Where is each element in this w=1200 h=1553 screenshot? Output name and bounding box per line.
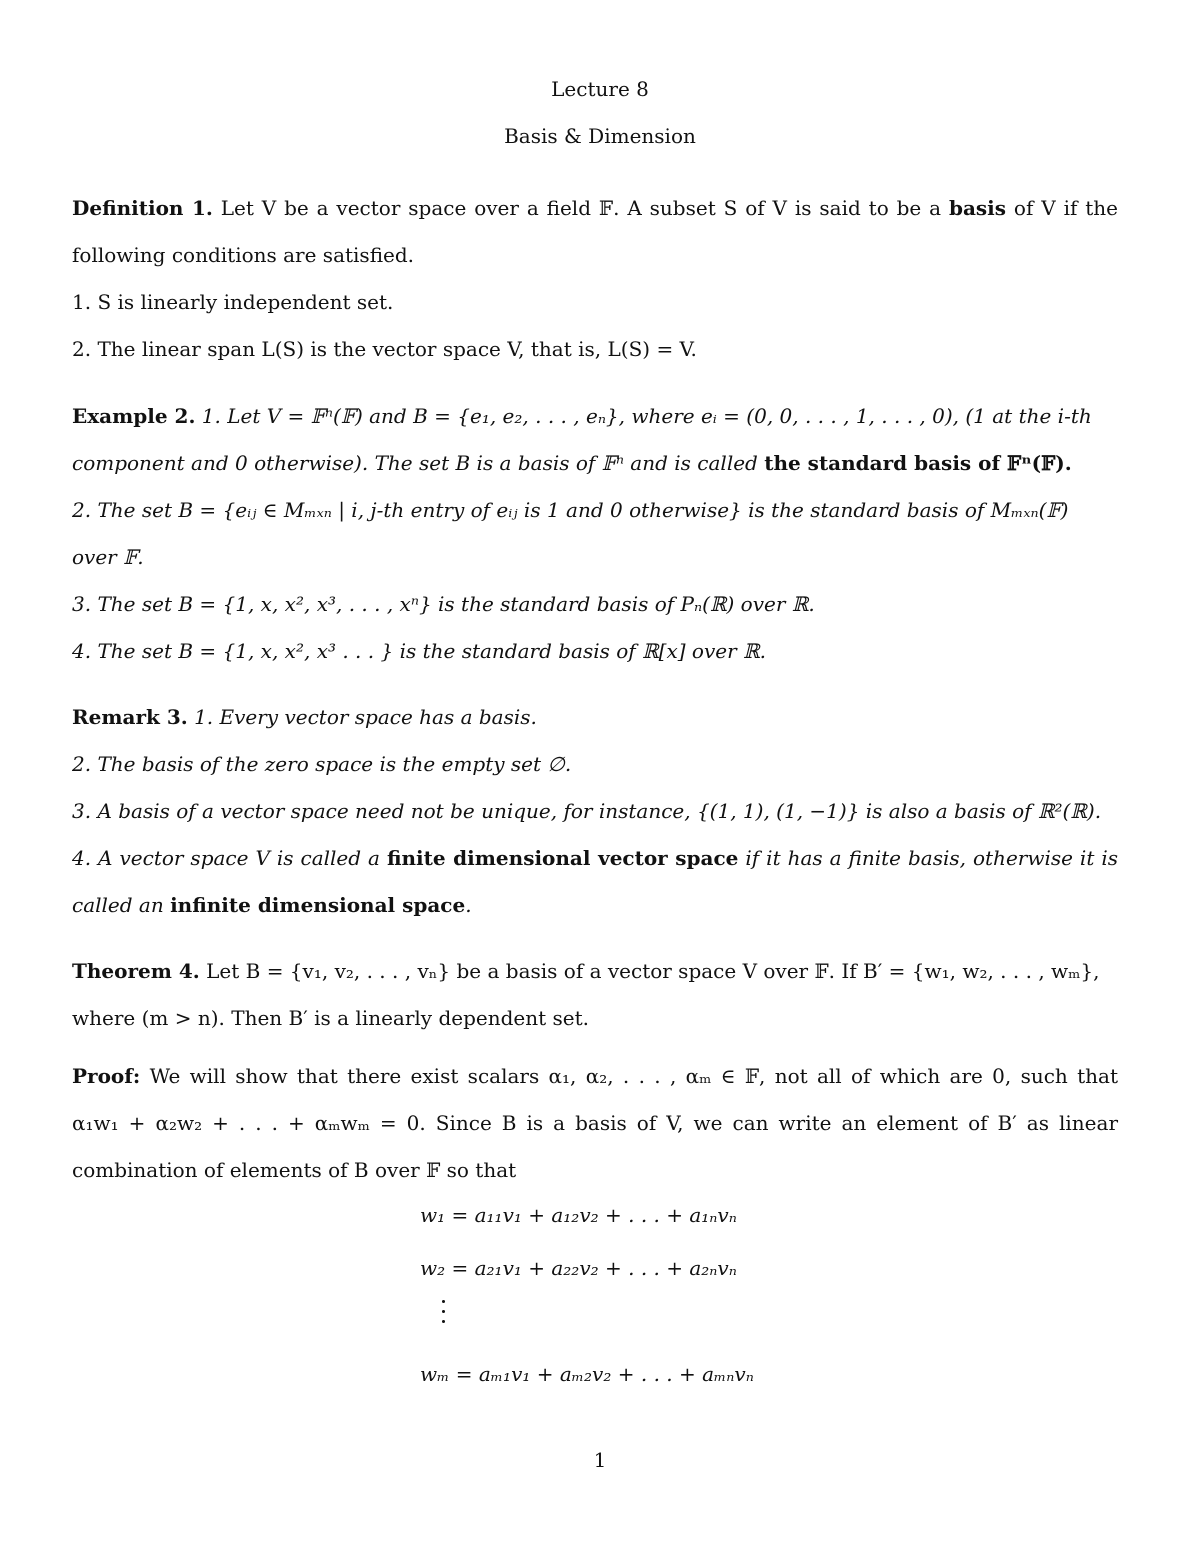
- remark-item-2: 2. The basis of the zero space is the empty set ∅.: [72, 752, 572, 776]
- definition-label: Definition 1.: [72, 196, 213, 220]
- theorem-line-2: where (m > n). Then B′ is a linearly dependent set.: [72, 1006, 590, 1030]
- example-line-2: [72, 449, 1118, 477]
- remark-item-4: [72, 844, 1118, 872]
- remark-item-1: 1. Every vector space has a basis.: [194, 705, 537, 729]
- definition-text-2: of V if the: [1013, 196, 1119, 220]
- remark-label: Remark 3.: [72, 705, 188, 729]
- definition-item-2: 2. The linear span L(S) is the vector space V, that is, L(S) = V.: [72, 337, 697, 361]
- page-number: 1: [593, 1448, 607, 1472]
- vertical-dots: [440, 1300, 450, 1330]
- remark-item-4-continued: [72, 891, 1118, 919]
- remark-item-4-text-2: if it has a finite basis, otherwise it is: [745, 846, 1118, 870]
- example-line-2-text: component and 0 otherwise). The set B is a basis of 𝔽ⁿ and is called: [72, 451, 758, 475]
- proof-text-1: We will show that there exist scalars α₁, α₂, . . . , αₘ ∈ 𝔽, not all of which are 0, such that: [149, 1064, 1119, 1088]
- example-item-1: 1. Let V = 𝔽ⁿ(𝔽) and B = {e₁, e₂, . . . , eₙ}, where eᵢ = (0, 0, . . . , 1, . . . , 0), (1 at the i-th: [201, 404, 1092, 428]
- definition-text-1: Let V be a vector space over a field 𝔽. A subset S of V is said to be a: [220, 196, 942, 220]
- equation-wm: wₘ = aₘ₁v₁ + aₘ₂v₂ + . . . + aₘₙvₙ: [420, 1362, 754, 1386]
- example-line-1: [72, 402, 1118, 430]
- equation-w2: w₂ = a₂₁v₁ + a₂₂v₂ + . . . + a₂ₙvₙ: [420, 1256, 737, 1280]
- definition-item-1: 1. S is linearly independent set.: [72, 290, 394, 314]
- proof-line-1: [72, 1062, 1118, 1090]
- example-item-4: 4. The set B = {1, x, x², x³ . . . } is the standard basis of ℝ[x] over ℝ.: [72, 639, 766, 663]
- definition-line-2: following conditions are satisfied.: [72, 243, 415, 267]
- proof-label: Proof:: [72, 1064, 141, 1088]
- remark-item-4-text-3: called an: [72, 893, 164, 917]
- remark-item-4-period: .: [465, 893, 472, 917]
- theorem-line-1: [72, 957, 1118, 985]
- example-item-3: 3. The set B = {1, x, x², x³, . . . , xⁿ} is the standard basis of Pₙ(ℝ) over ℝ.: [72, 592, 815, 616]
- theorem-text-1: Let B = {v₁, v₂, . . . , vₙ} be a basis of a vector space V over 𝔽. If B′ = {w₁, w₂, . . . , wₘ},: [206, 959, 1100, 983]
- equation-w1: w₁ = a₁₁v₁ + a₁₂v₂ + . . . + a₁ₙvₙ: [420, 1203, 737, 1227]
- page-title: Basis & Dimension: [504, 124, 696, 148]
- remark-line-1: [72, 703, 1118, 731]
- example-item-2: 2. The set B = {eᵢⱼ ∈ Mₘₓₙ | i, j-th entry of eᵢⱼ is 1 and 0 otherwise} is the standard basis of Mₘₓₙ(𝔽): [72, 498, 1069, 522]
- remark-term-infinite: infinite dimensional space: [170, 893, 466, 917]
- remark-term-finite: finite dimensional vector space: [386, 846, 739, 870]
- proof-line-3: combination of elements of B over 𝔽 so that: [72, 1158, 517, 1182]
- theorem-label: Theorem 4.: [72, 959, 200, 983]
- proof-line-2: α₁w₁ + α₂w₂ + . . . + αₘwₘ = 0. Since B is a basis of V, we can write an element of B′ as linear: [72, 1111, 1118, 1135]
- definition-term-basis: basis: [948, 196, 1007, 220]
- example-standard-basis-term: the standard basis of 𝔽ⁿ(𝔽).: [764, 451, 1072, 475]
- example-label: Example 2.: [72, 404, 196, 428]
- remark-item-3: 3. A basis of a vector space need not be unique, for instance, {(1, 1), (1, −1)} is also a basis of ℝ²(ℝ).: [72, 799, 1102, 823]
- remark-item-4-text-1: 4. A vector space V is called a: [72, 846, 380, 870]
- example-item-2-continued: over 𝔽.: [72, 545, 144, 569]
- definition-line-1: [72, 194, 1118, 222]
- lecture-number: Lecture 8: [551, 77, 649, 101]
